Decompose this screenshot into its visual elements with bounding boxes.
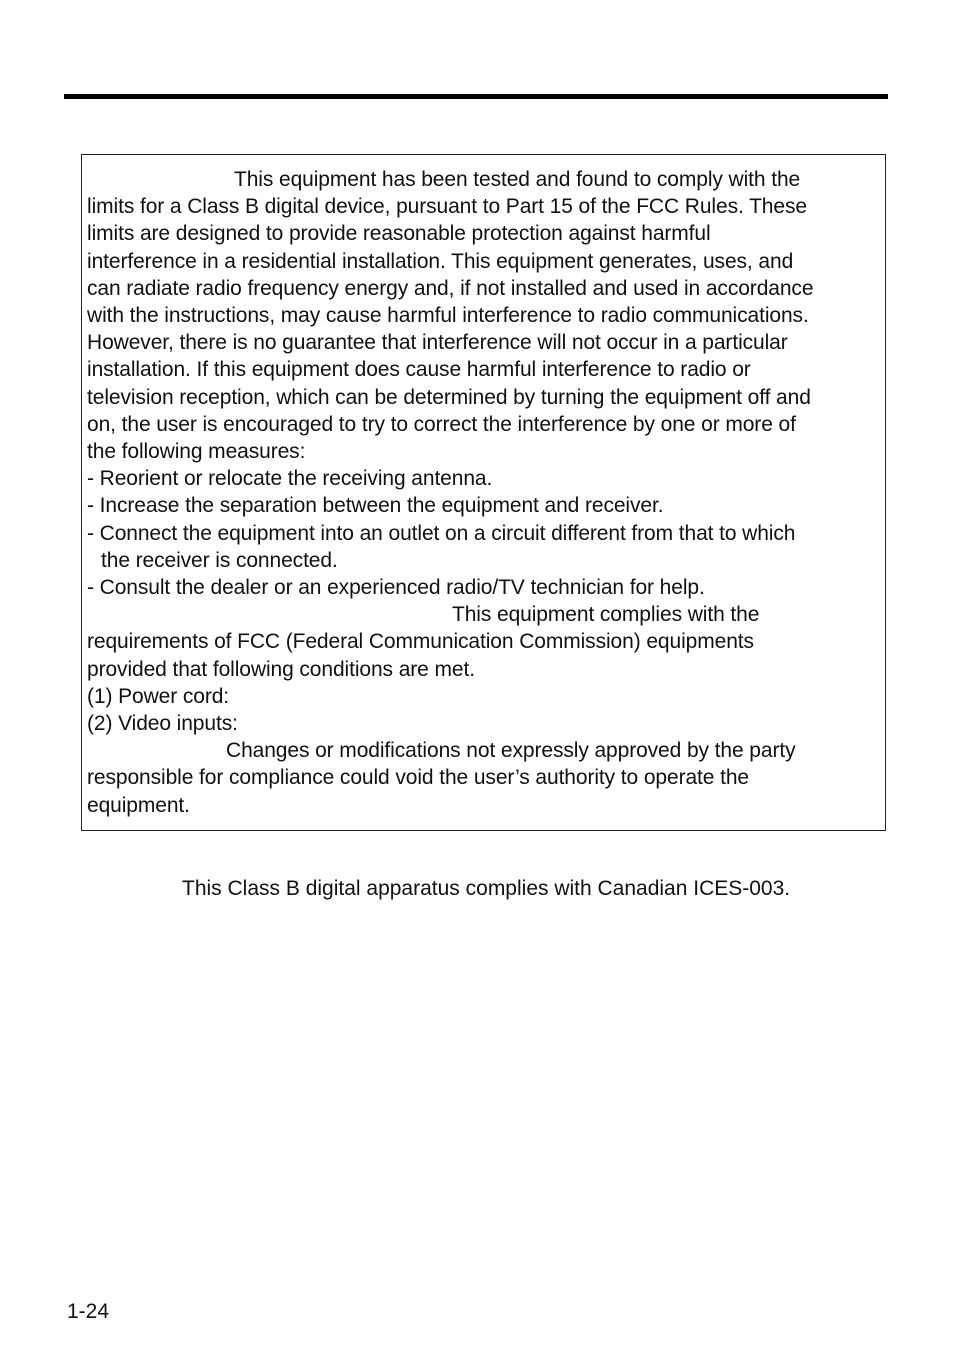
notice-line: with the instructions, may cause harmful interference to radio communications. (87, 304, 809, 328)
page-number: 1-24 (67, 1300, 110, 1323)
notice-line: This equipment complies with the (452, 603, 760, 627)
notice-line: installation. If this equipment does cause harmful interference to radio or (87, 358, 751, 382)
notice-line: on, the user is encouraged to try to correct the interference by one or more of (87, 412, 796, 436)
notice-line: requirements of FCC (Federal Communication Commission) equipments (87, 630, 754, 654)
header-rule (64, 94, 888, 99)
notice-line: provided that following conditions are met. (87, 657, 475, 681)
measure-item: - Consult the dealer or an experienced radio/TV technician for help. (87, 576, 705, 600)
measure-item: - Reorient or relocate the receiving antenna. (87, 467, 493, 491)
notice-line: Changes or modifications not expressly approved by the party (226, 739, 796, 763)
notice-line: the following measures: (87, 440, 306, 464)
condition-item: (1) Power cord: (87, 684, 230, 708)
measure-item: - Increase the separation between the equipment and receiver. (87, 494, 664, 518)
notice-line: This equipment has been tested and found to comply with the (234, 168, 801, 191)
canada-notice: This Class B digital apparatus complies with Canadian ICES-003. (182, 877, 791, 900)
notice-line: responsible for compliance could void the user’s authority to operate the (87, 766, 749, 790)
fcc-notice-box (81, 154, 886, 831)
notice-line: limits are designed to provide reasonable protection against harmful (87, 222, 711, 246)
notice-line: interference in a residential installation. This equipment generates, uses, and (87, 249, 794, 273)
condition-item: (2) Video inputs: (87, 712, 238, 736)
notice-line: However, there is no guarantee that interference will not occur in a particular (87, 331, 788, 355)
measure-item-continuation: the receiver is connected. (101, 548, 338, 572)
measure-item: - Connect the equipment into an outlet on a circuit different from that to which (87, 521, 796, 545)
fcc-notice-text (87, 166, 887, 819)
notice-line: equipment. (87, 793, 190, 817)
notice-line: television reception, which can be determined by turning the equipment off and (87, 385, 811, 409)
notice-line: limits for a Class B digital device, pursuant to Part 15 of the FCC Rules. These (87, 195, 807, 219)
notice-line: can radiate radio frequency energy and, if not installed and used in accordance (87, 276, 814, 300)
